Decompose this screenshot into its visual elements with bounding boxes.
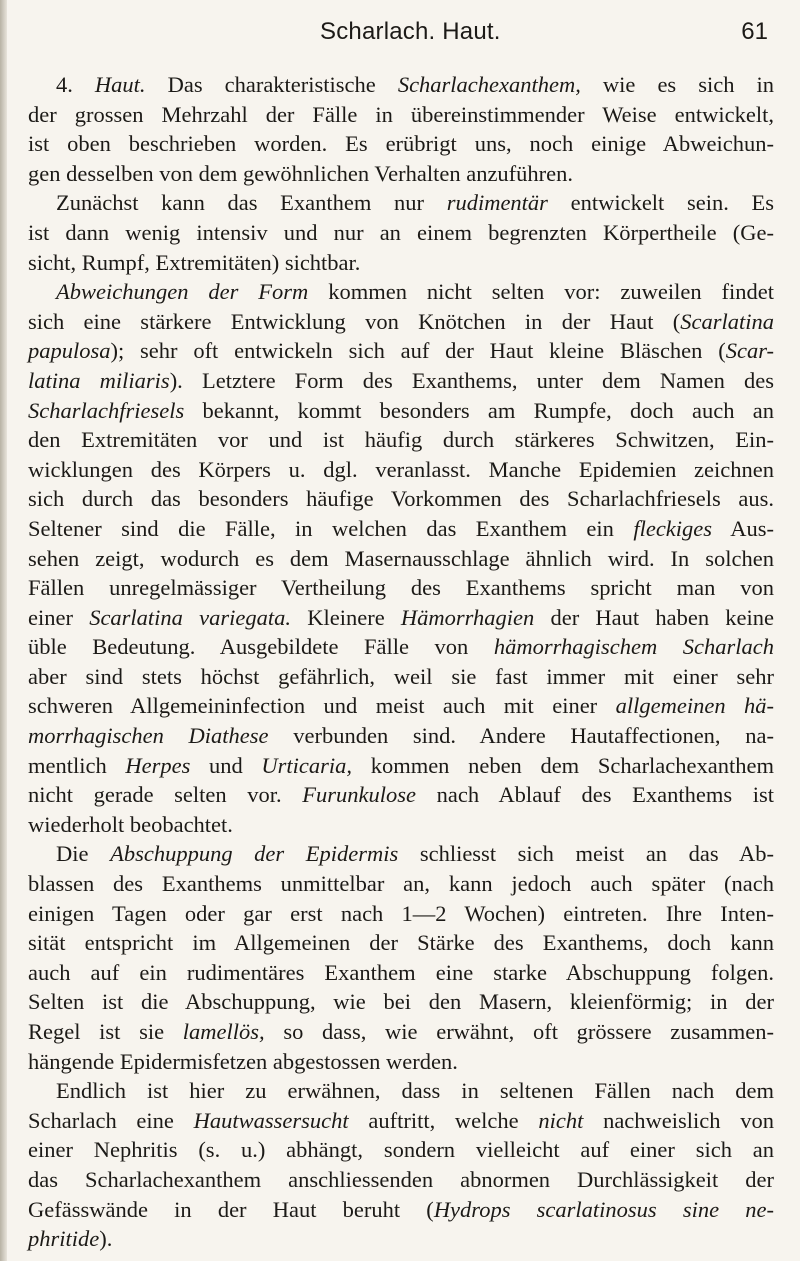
text-span: entwickelt sein. Es — [547, 190, 774, 216]
italic-span: papulosa — [28, 338, 111, 364]
text-span: Die — [56, 841, 111, 867]
page-binding-edge — [0, 0, 7, 1261]
italic-span: Scarlatina — [680, 308, 774, 334]
text-line — [28, 839, 774, 869]
text-line — [28, 780, 774, 810]
body-text — [28, 70, 774, 1254]
italic-span: Abweichungen der Form — [56, 279, 309, 305]
text-line — [28, 514, 774, 544]
text-line — [28, 1195, 774, 1225]
text-line — [28, 751, 774, 781]
text-line — [28, 573, 774, 603]
text-span: Seltener sind die Fälle, in welchen das Exanthem ein — [28, 515, 634, 541]
text-line — [28, 366, 774, 396]
running-title: Scharlach. Haut. — [320, 18, 501, 45]
text-line — [28, 662, 774, 692]
italic-span: latina miliaris — [28, 367, 170, 393]
text-line — [28, 1165, 774, 1195]
text-line — [28, 70, 774, 100]
text-line — [28, 425, 774, 455]
text-span: gen desselben von dem gewöhnlichen Verhalten anzuführen. — [28, 160, 574, 186]
text-span: den Extremitäten vor und ist häufig durch stärkeres Schwitzen, Ein- — [28, 427, 774, 453]
text-span: einer — [28, 604, 90, 630]
text-span: der Haut haben keine — [534, 604, 775, 630]
text-span: Fällen unregelmässiger Vertheilung des Exanthems spricht man von — [28, 575, 774, 601]
text-line — [28, 248, 774, 278]
text-line — [28, 1017, 774, 1047]
text-line — [28, 129, 774, 159]
italic-span: phritide — [28, 1226, 100, 1252]
text-span: und — [190, 752, 262, 778]
text-span: 4. — [56, 72, 95, 97]
text-span: nachweislich von — [583, 1107, 774, 1133]
text-span: blassen des Exanthems unmittelbar an, kann jedoch auch später (nach — [28, 871, 774, 897]
text-span: ist oben beschrieben worden. Es erübrigt uns, noch einige Abweichun- — [28, 131, 774, 157]
text-span: Kleinere — [291, 604, 401, 630]
text-span: kommen nicht selten vor: zuweilen findet — [308, 279, 774, 305]
italic-span: Hautwassersucht — [193, 1107, 349, 1133]
italic-span: nicht — [538, 1107, 584, 1133]
italic-span: fleckiges — [633, 515, 713, 541]
text-span: sität entspricht im Allgemeinen der Stärke des Exanthems, doch kann — [28, 930, 774, 956]
text-line — [28, 958, 774, 988]
text-line — [28, 1047, 774, 1077]
italic-span: Scarlatina variegata. — [89, 604, 292, 630]
text-line — [28, 721, 774, 751]
text-span: hängende Epidermisfetzen abgestossen werden. — [28, 1048, 458, 1074]
text-line — [28, 484, 774, 514]
text-span: Zunächst kann das Exanthem nur — [56, 190, 447, 216]
text-line — [28, 899, 774, 929]
text-line — [28, 188, 774, 218]
text-span: wiederholt beobachtet. — [28, 811, 233, 837]
text-span: verbunden sind. Andere Hautaffectionen, na- — [268, 723, 774, 749]
text-span: Regel ist sie — [28, 1019, 183, 1044]
text-line — [28, 100, 774, 130]
text-line — [28, 159, 774, 189]
page-number: 61 — [741, 18, 768, 45]
text-span: ); sehr oft entwickeln sich auf der Haut kleine Bläschen ( — [110, 338, 726, 364]
text-line — [28, 336, 774, 366]
text-line — [28, 218, 774, 248]
text-span: auftritt, welche — [348, 1107, 539, 1133]
italic-span: Herpes — [125, 752, 191, 778]
text-line — [28, 307, 774, 337]
text-span: einigen Tagen oder gar erst nach 1—2 Wochen) eintreten. Ihre Inten- — [28, 900, 774, 926]
text-span: ). Letztere Form des Exanthems, unter dem Namen des — [169, 367, 774, 393]
text-line — [28, 396, 774, 426]
text-line — [28, 1106, 774, 1136]
italic-span: allgemeinen hä- — [615, 693, 774, 719]
text-line — [28, 1076, 774, 1106]
text-span: mentlich — [28, 752, 126, 778]
running-header — [0, 18, 800, 54]
text-span: ist dann wenig intensiv und nur an einem begrenzten Körpertheile (Ge- — [28, 219, 774, 245]
italic-span: lamellös, — [182, 1019, 265, 1044]
text-line — [28, 603, 774, 633]
text-span: auch auf ein rudimentäres Exanthem eine starke Abschuppung folgen. — [28, 959, 774, 985]
italic-span: Haut. — [94, 72, 146, 97]
text-span: Gefässwände in der Haut beruht ( — [28, 1196, 434, 1222]
italic-span: Hydrops scarlatinosus sine ne- — [433, 1196, 775, 1222]
italic-span: Urticaria, — [261, 752, 353, 778]
italic-span: Abschuppung der Epidermis — [110, 841, 399, 867]
text-line — [28, 1224, 774, 1254]
text-line — [28, 987, 774, 1017]
text-line — [28, 544, 774, 574]
text-span: der grossen Mehrzahl der Fälle in übereinstimmender Weise entwickelt, — [28, 101, 774, 127]
italic-span: morrhagischen Diathese — [28, 723, 269, 749]
italic-span: Furunkulose — [302, 782, 416, 808]
text-span: wicklungen des Körpers u. dgl. veranlasst. Manche Epidemien zeichnen — [28, 456, 774, 482]
italic-span: Scar- — [725, 338, 774, 364]
text-line — [28, 1135, 774, 1165]
text-span: nicht gerade selten vor. — [28, 782, 303, 808]
text-span: Scharlach eine — [28, 1107, 194, 1133]
text-span: sich eine stärkere Entwicklung von Knötchen in der Haut ( — [28, 308, 681, 334]
text-span: Endlich ist hier zu erwähnen, dass in seltenen Fällen nach dem — [56, 1078, 774, 1104]
text-span: einer Nephritis (s. u.) abhängt, sondern vielleicht auf einer sich an — [28, 1137, 774, 1163]
italic-span: Scharlachexanthem, — [397, 72, 581, 97]
text-span: sehen zeigt, wodurch es dem Masernausschlage ähnlich wird. In solchen — [28, 545, 774, 571]
text-span: ). — [99, 1226, 113, 1252]
text-line — [28, 277, 774, 307]
italic-span: Hämorrhagien — [400, 604, 535, 630]
text-span: aber sind stets höchst gefährlich, weil sie fast immer mit einer sehr — [28, 663, 774, 689]
italic-span: Scharlachfriesels — [28, 397, 185, 423]
text-span: Aus- — [712, 515, 774, 541]
text-line — [28, 928, 774, 958]
italic-span: hämorrhagischem Scharlach — [493, 634, 774, 660]
text-line — [28, 691, 774, 721]
text-line — [28, 632, 774, 662]
italic-span: rudimentär — [446, 190, 548, 216]
text-span: bekannt, kommt besonders am Rumpfe, doch auch an — [184, 397, 774, 423]
text-span: das Scharlachexanthem anschliessenden abnormen Durchlässigkeit der — [28, 1166, 774, 1192]
text-span: Selten ist die Abschuppung, wie bei den Masern, kleienförmig; in der — [28, 989, 774, 1015]
text-line — [28, 810, 774, 840]
text-line — [28, 455, 774, 485]
text-span: Das charakteristische — [145, 72, 398, 97]
text-span: schliesst sich meist an das Ab- — [398, 841, 774, 867]
text-span: nach Ablauf des Exanthems ist — [415, 782, 774, 808]
text-span: üble Bedeutung. Ausgebildete Fälle von — [28, 634, 494, 660]
text-span: wie es sich in — [580, 72, 774, 97]
text-span: kommen neben dem Scharlachexanthem — [352, 752, 774, 778]
text-span: sicht, Rumpf, Extremitäten) sichtbar. — [28, 249, 361, 275]
text-span: schweren Allgemeininfection und meist auch mit einer — [28, 693, 616, 719]
text-span: so dass, wie erwähnt, oft grössere zusammen- — [264, 1019, 774, 1044]
text-span: sich durch das besonders häufige Vorkommen des Scharlachfriesels aus. — [28, 486, 774, 512]
text-line — [28, 869, 774, 899]
